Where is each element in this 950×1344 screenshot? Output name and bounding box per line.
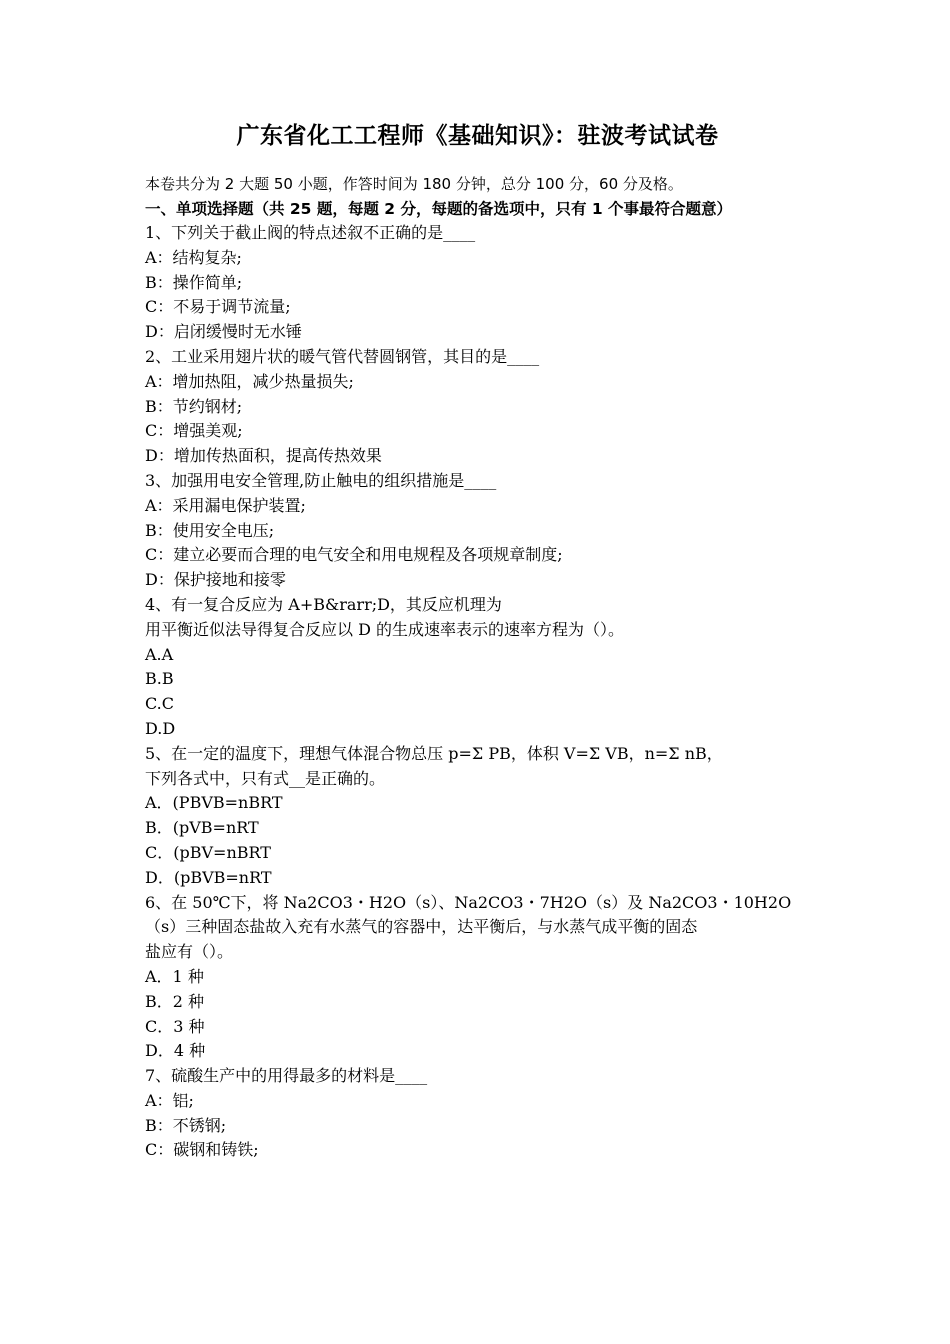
answer-option: C：不易于调节流量; xyxy=(145,297,291,317)
question-stem-line: 下列各式中，只有式__是正确的。 xyxy=(145,768,386,788)
question-stem-line: 4、有一复合反应为 A+B&rarr;D，其反应机理为 xyxy=(145,594,502,614)
answer-option: A.A xyxy=(145,644,174,664)
question-stem-line: 用平衡近似法导得复合反应以 D 的生成速率表示的速率方程为（）。 xyxy=(145,619,625,639)
answer-option: C：增强美观; xyxy=(145,421,243,441)
answer-option: A：结构复杂; xyxy=(145,247,242,267)
answer-option: D：增加传热面积，提高传热效果 xyxy=(145,446,382,466)
answer-option: A．(PBVB=nBRT xyxy=(145,793,283,813)
section-heading: 一、单项选择题（共 25 题，每题 2 分，每题的备选项中，只有 1 个事最符合题意） xyxy=(145,200,733,218)
question-stem-line: 1、下列关于截止阀的特点述叙不正确的是____ xyxy=(145,223,476,242)
answer-option: B.B xyxy=(145,669,174,689)
question-7 xyxy=(145,1064,810,1163)
answer-option: B．2 种 xyxy=(145,991,205,1011)
answer-option: D：保护接地和接零 xyxy=(145,570,286,590)
question-1 xyxy=(145,221,810,345)
question-3 xyxy=(145,469,810,593)
answer-option: C.C xyxy=(145,694,174,714)
answer-option: A：采用漏电保护装置; xyxy=(145,495,306,515)
answer-option: B：节约钢材; xyxy=(145,396,243,416)
question-4 xyxy=(145,593,810,742)
document-page xyxy=(145,118,810,1163)
question-list xyxy=(145,221,810,1163)
question-5 xyxy=(145,742,810,891)
question-stem-line: 3、加强用电安全管理,防止触电的组织措施是____ xyxy=(145,470,497,490)
answer-option: D．(pBVB=nRT xyxy=(145,867,272,887)
question-stem-line: （s）三种固态盐故入充有水蒸气的容器中，达平衡后，与水蒸气成平衡的固态 xyxy=(145,917,698,937)
answer-option: C：碳钢和铸铁; xyxy=(145,1140,259,1160)
answer-option: C．3 种 xyxy=(145,1016,205,1036)
question-stem-line: 6、在 50℃下，将 Na2CO3・H2O（s）、Na2CO3・7H2O（s）及 Na2CO3・10H2O xyxy=(145,892,792,912)
question-6 xyxy=(145,891,810,1065)
question-stem-line: 5、在一定的温度下，理想气体混合物总压 p=Σ PB，体积 V=Σ VB，n=Σ nB， xyxy=(145,743,723,763)
question-stem-line: 2、工业采用翅片状的暖气管代替圆钢管，其目的是____ xyxy=(145,346,540,366)
answer-option: A：铝; xyxy=(145,1090,194,1110)
answer-option: A：增加热阻，减少热量损失; xyxy=(145,371,354,391)
answer-option: D：启闭缓慢时无水锤 xyxy=(145,322,302,342)
answer-option: C：建立必要而合理的电气安全和用电规程及各项规章制度; xyxy=(145,545,563,565)
answer-option: B：使用安全电压; xyxy=(145,520,275,540)
question-stem-line: 7、硫酸生产中的用得最多的材料是____ xyxy=(145,1066,428,1086)
answer-option: B：不锈钢; xyxy=(145,1115,227,1135)
question-stem-line: 盐应有（）。 xyxy=(145,942,234,962)
question-2 xyxy=(145,345,810,469)
document-title: 广东省化工工程师《基础知识》：驻波考试试卷 xyxy=(236,122,719,149)
answer-option: D.D xyxy=(145,718,176,738)
answer-option: B．(pVB=nRT xyxy=(145,818,259,838)
answer-option: D．4 种 xyxy=(145,1041,206,1061)
answer-option: B：操作简单; xyxy=(145,272,243,292)
answer-option: A．1 种 xyxy=(145,966,204,986)
exam-intro: 本卷共分为 2 大题 50 小题，作答时间为 180 分钟，总分 100 分，60 分及格。 xyxy=(145,175,683,193)
answer-option: C．(pBV=nBRT xyxy=(145,842,271,862)
